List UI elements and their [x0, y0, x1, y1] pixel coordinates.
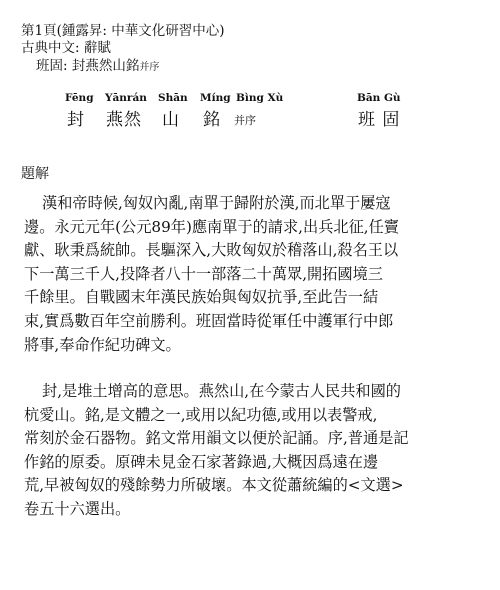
paragraph-line: 荒,早被匈奴的殘餘勢力所破壞。本文從蕭統編的<文選> — [24, 476, 404, 495]
pinyin-bingxu: Bìng Xù — [236, 92, 284, 104]
pinyin-feng: Fēng — [65, 92, 94, 104]
page-header: 第1頁(鍾露昇: 中華文化研習中心) — [21, 23, 225, 39]
paragraph-line: 將事,奉命作紀功碑文。 — [24, 335, 181, 354]
pinyin-shan: Shān — [158, 92, 188, 104]
paragraph-line: 獻、耿秉爲統帥。長驅深入,大敗匈奴於稽落山,殺名王以 — [24, 241, 399, 260]
paragraph-line: 漢和帝時候,匈奴內亂,南單于歸附於漢,而北單于屢寇 — [42, 194, 391, 212]
paragraph-line: 千餘里。自戰國末年漢民族始與匈奴抗爭,至此告一結 — [24, 288, 379, 307]
pinyin-ming: Míng — [200, 92, 231, 104]
paragraph-line: 封,是堆土增高的意思。燕然山,在今蒙古人民共和國的 — [42, 382, 401, 400]
work-author-title: 班固: 封燕然山銘 — [36, 58, 140, 74]
hanzi-bangu: 班 固 — [358, 110, 401, 130]
hanzi-shan: 山 — [162, 110, 180, 130]
work-preface-note: 并序 — [139, 62, 160, 73]
hanzi-feng: 封 — [67, 110, 85, 130]
paragraph-line: 下一萬三千人,投降者八十一部落二十萬眾,開拓國境三 — [24, 264, 383, 283]
hanzi-ming: 銘 — [203, 110, 221, 130]
paragraph-line: 作銘的原委。原碑未見金石家著錄過,大概因爲遠在邊 — [24, 452, 379, 471]
hanzi-yanran: 燕然 — [106, 110, 142, 130]
hanzi-bingxu: 并序 — [234, 114, 256, 127]
paragraph-line: 常刻於金石器物。銘文常用韻文以便於記誦。序,普通是記 — [24, 429, 409, 448]
pinyin-yanran: Yānrán — [105, 92, 147, 104]
paragraph-line: 杭愛山。銘,是文體之一,或用以紀功德,或用以表警戒, — [24, 405, 378, 424]
paragraph-line: 束,實爲數百年空前勝利。班固當時從軍任中護軍行中郎 — [24, 311, 394, 330]
pinyin-bangu: Bān Gù — [357, 92, 401, 104]
section-title: 題解 — [21, 166, 49, 182]
paragraph-line: 卷五十六選出。 — [24, 499, 131, 518]
paragraph-line: 邊。永元元年(公元89年)應南單于的請求,出兵北征,任竇 — [24, 217, 399, 236]
work-line — [36, 58, 159, 76]
category-line: 古典中文: 辭賦 — [21, 40, 111, 56]
paragraph-1 — [24, 192, 399, 357]
paragraph-2 — [24, 380, 409, 522]
